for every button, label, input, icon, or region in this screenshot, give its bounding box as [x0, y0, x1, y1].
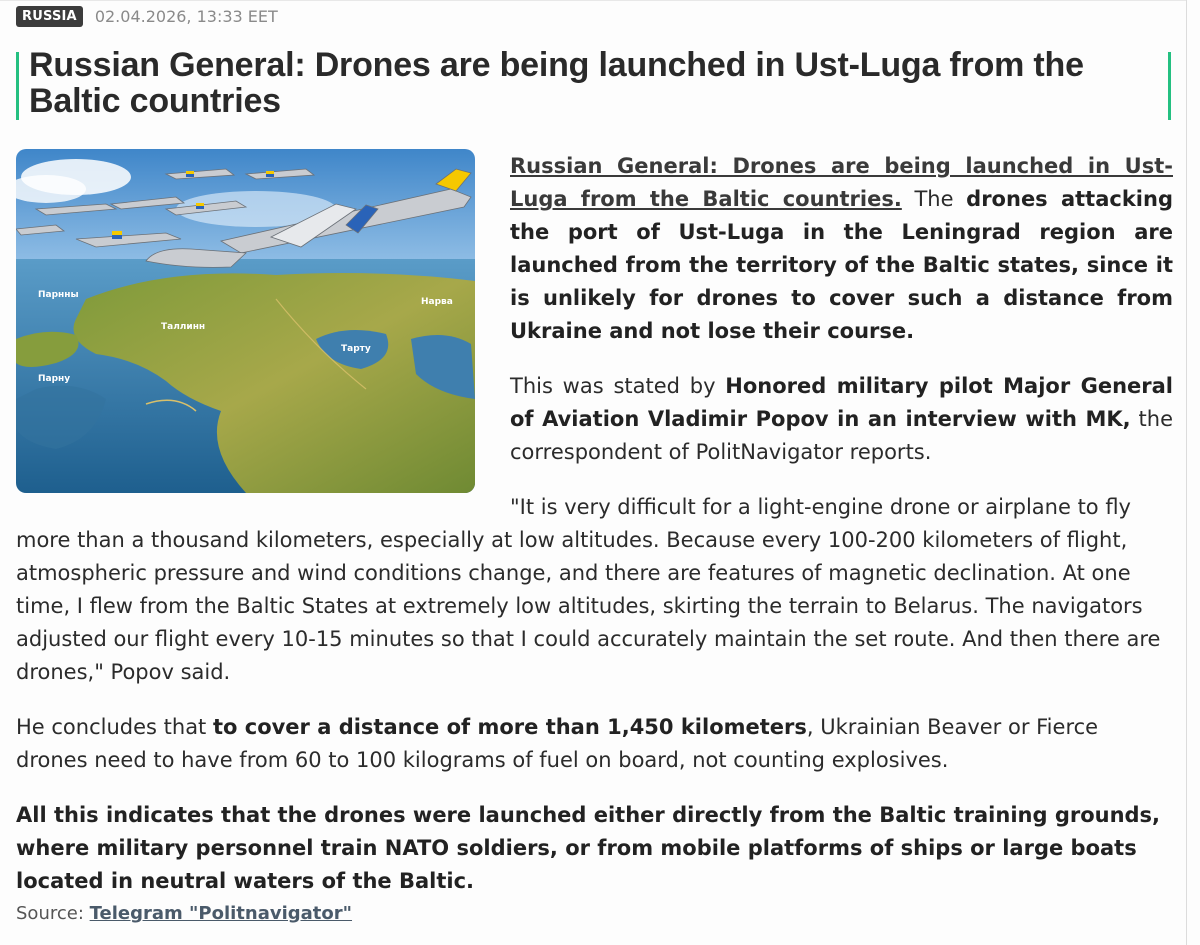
source-label: Source: — [16, 903, 90, 924]
category-badge[interactable]: RUSSIA — [16, 6, 83, 27]
p2-bold: Honored military pilot Major General of Aviation Vladimir Popov in an interview with MK, — [510, 374, 1173, 431]
source-line — [16, 903, 352, 924]
map-label-tartu: Тарту — [341, 344, 371, 354]
p4-text-a: He concludes that — [16, 715, 213, 739]
p1-bold: drones attacking the port of Ust-Luga in the Leningrad region are launched from the territory of the Baltic states, since it is unlikely for drones to cover such a distance from Ukraine and not lose their course. — [510, 187, 1173, 343]
top-divider — [0, 0, 1186, 1]
map-label-narva: Нарва — [421, 297, 453, 307]
p4-bold: to cover a distance of more than 1,450 kilometers — [212, 715, 807, 739]
source-link[interactable]: Telegram "Politnavigator" — [89, 903, 353, 924]
p2-text-a: This was stated by — [510, 374, 726, 398]
map-label-parnu-top: Парнны — [38, 290, 79, 300]
p5-bold: All this indicates that the drones were launched either directly from the Baltic training grounds, where military personnel train NATO soldiers, or from mobile platforms of ships or large boats located in neutral waters of the Baltic. — [16, 803, 1161, 893]
article-title: Russian General: Drones are being launched in Ust-Luga from the Baltic countries — [29, 46, 1084, 120]
p1-text: The — [901, 187, 967, 211]
p4-text-b: , Ukrainian Beaver or Fierce drones need to have from 60 to 100 kilograms of fuel on board, not counting explosives. — [16, 715, 1099, 772]
title-accent-left — [16, 52, 19, 120]
article-body — [16, 150, 1173, 920]
paragraph-4 — [16, 711, 1173, 777]
p2-text-b: the correspondent of PolitNavigator reports. — [510, 407, 1173, 464]
publish-date: 02.04.2026, 13:33 EET — [94, 6, 278, 26]
map-label-parnu: Парну — [38, 374, 71, 384]
image-float-spacer — [16, 150, 510, 518]
right-divider — [1186, 0, 1187, 945]
article-meta — [16, 3, 278, 29]
paragraph-3: "It is very difficult for a light-engine drone or airplane to fly more than a thousand kilometers, especially at low altitudes. Because every 100-200 kilometers of flight, atmospheric pressure and wind conditions change, and there are features of magnetic declination. At one time, I flew from the Baltic States at extremely low altitudes, skirting the terrain to Belarus. The navigators adjusted our flight every 10-15 minutes so that I could accurately maintain the set route. And then there are drones," Popov said. — [16, 495, 1161, 684]
title-accent-right — [1168, 52, 1171, 120]
article-link[interactable]: Russian General: Drones are being launched in Ust-Luga from the Baltic countries. — [510, 154, 1173, 211]
map-label-tallinn: Таллинн — [161, 322, 206, 332]
paragraph-5 — [16, 799, 1173, 898]
